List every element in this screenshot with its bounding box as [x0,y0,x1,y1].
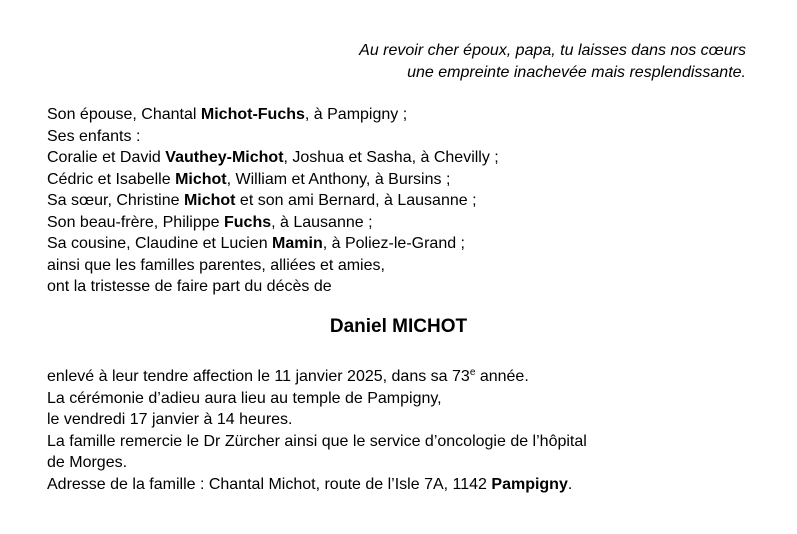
text-segment: , à Pampigny ; [304,106,408,123]
text-segment: , à Lausanne ; [271,213,373,231]
details-line-death [47,366,587,388]
family-list [47,104,499,298]
family-line-relatives: ainsi que les familles parentes, alliées et amies, [47,256,385,274]
family-line-children-heading: Ses enfants : [47,127,141,145]
family-line-child-2 [47,169,499,191]
details-line-thanks-cont: de Morges. [47,454,128,471]
text-segment: Cédric et Isabelle [47,170,176,188]
details-line-address [47,474,587,496]
town: Pampigny [491,475,568,493]
family-line-brother-in-law [47,212,499,234]
text-segment: enlevé à leur tendre affection le 11 janvier 2025, dans sa 73 [47,368,470,385]
family-line-cousin [47,233,499,255]
epigraph-line: Au revoir cher époux, papa, tu laisses dans nos cœurs [359,42,746,59]
details-line-thanks: La famille remercie le Dr Zürcher ainsi que le service d’oncologie de l’hôpital [47,432,587,450]
epigraph-line: une empreinte inachevée mais resplendissante. [407,63,746,81]
details-line-date: le vendredi 17 janvier à 14 heures. [47,411,293,428]
surname: Michot [183,192,236,209]
ordinal-superscript: e [469,367,476,378]
surname: Vauthey-Michot [165,149,284,166]
text-segment: Coralie et David [47,149,166,166]
surname: Mamin [272,235,323,252]
surname: Fuchs [224,213,272,231]
family-line-announcement: ont la tristesse de faire part du décès de [47,278,332,295]
family-line-child-1 [47,147,499,169]
text-segment: Adresse de la famille : Chantal Michot, route de l’Isle 7A, 1142 [47,475,492,493]
text-segment: , à Poliez-le-Grand ; [322,235,465,252]
text-segment: Sa cousine, Claudine et Lucien [47,235,273,252]
family-line-spouse [47,104,499,126]
details-line-ceremony: La cérémonie d’adieu aura lieu au temple de Pampigny, [47,389,442,407]
surname: Michot-Fuchs [200,106,305,123]
text-segment: , William et Anthony, à Bursins ; [226,170,451,188]
text-segment: , Joshua et Sasha, à Chevilly ; [283,149,499,166]
text-segment: . [567,475,573,493]
surname: Michot [175,170,227,188]
epigraph [359,40,746,83]
text-segment: et son ami Bernard, à Lausanne ; [235,192,477,209]
text-segment: Sa sœur, Christine [47,192,184,209]
family-line-sister [47,190,499,212]
text-segment: Son beau-frère, Philippe [47,213,224,231]
deceased-name: Daniel MICHOT [329,316,468,337]
text-segment: année. [475,368,529,385]
notice-details [47,366,587,495]
text-segment: Son épouse, Chantal [47,106,201,123]
